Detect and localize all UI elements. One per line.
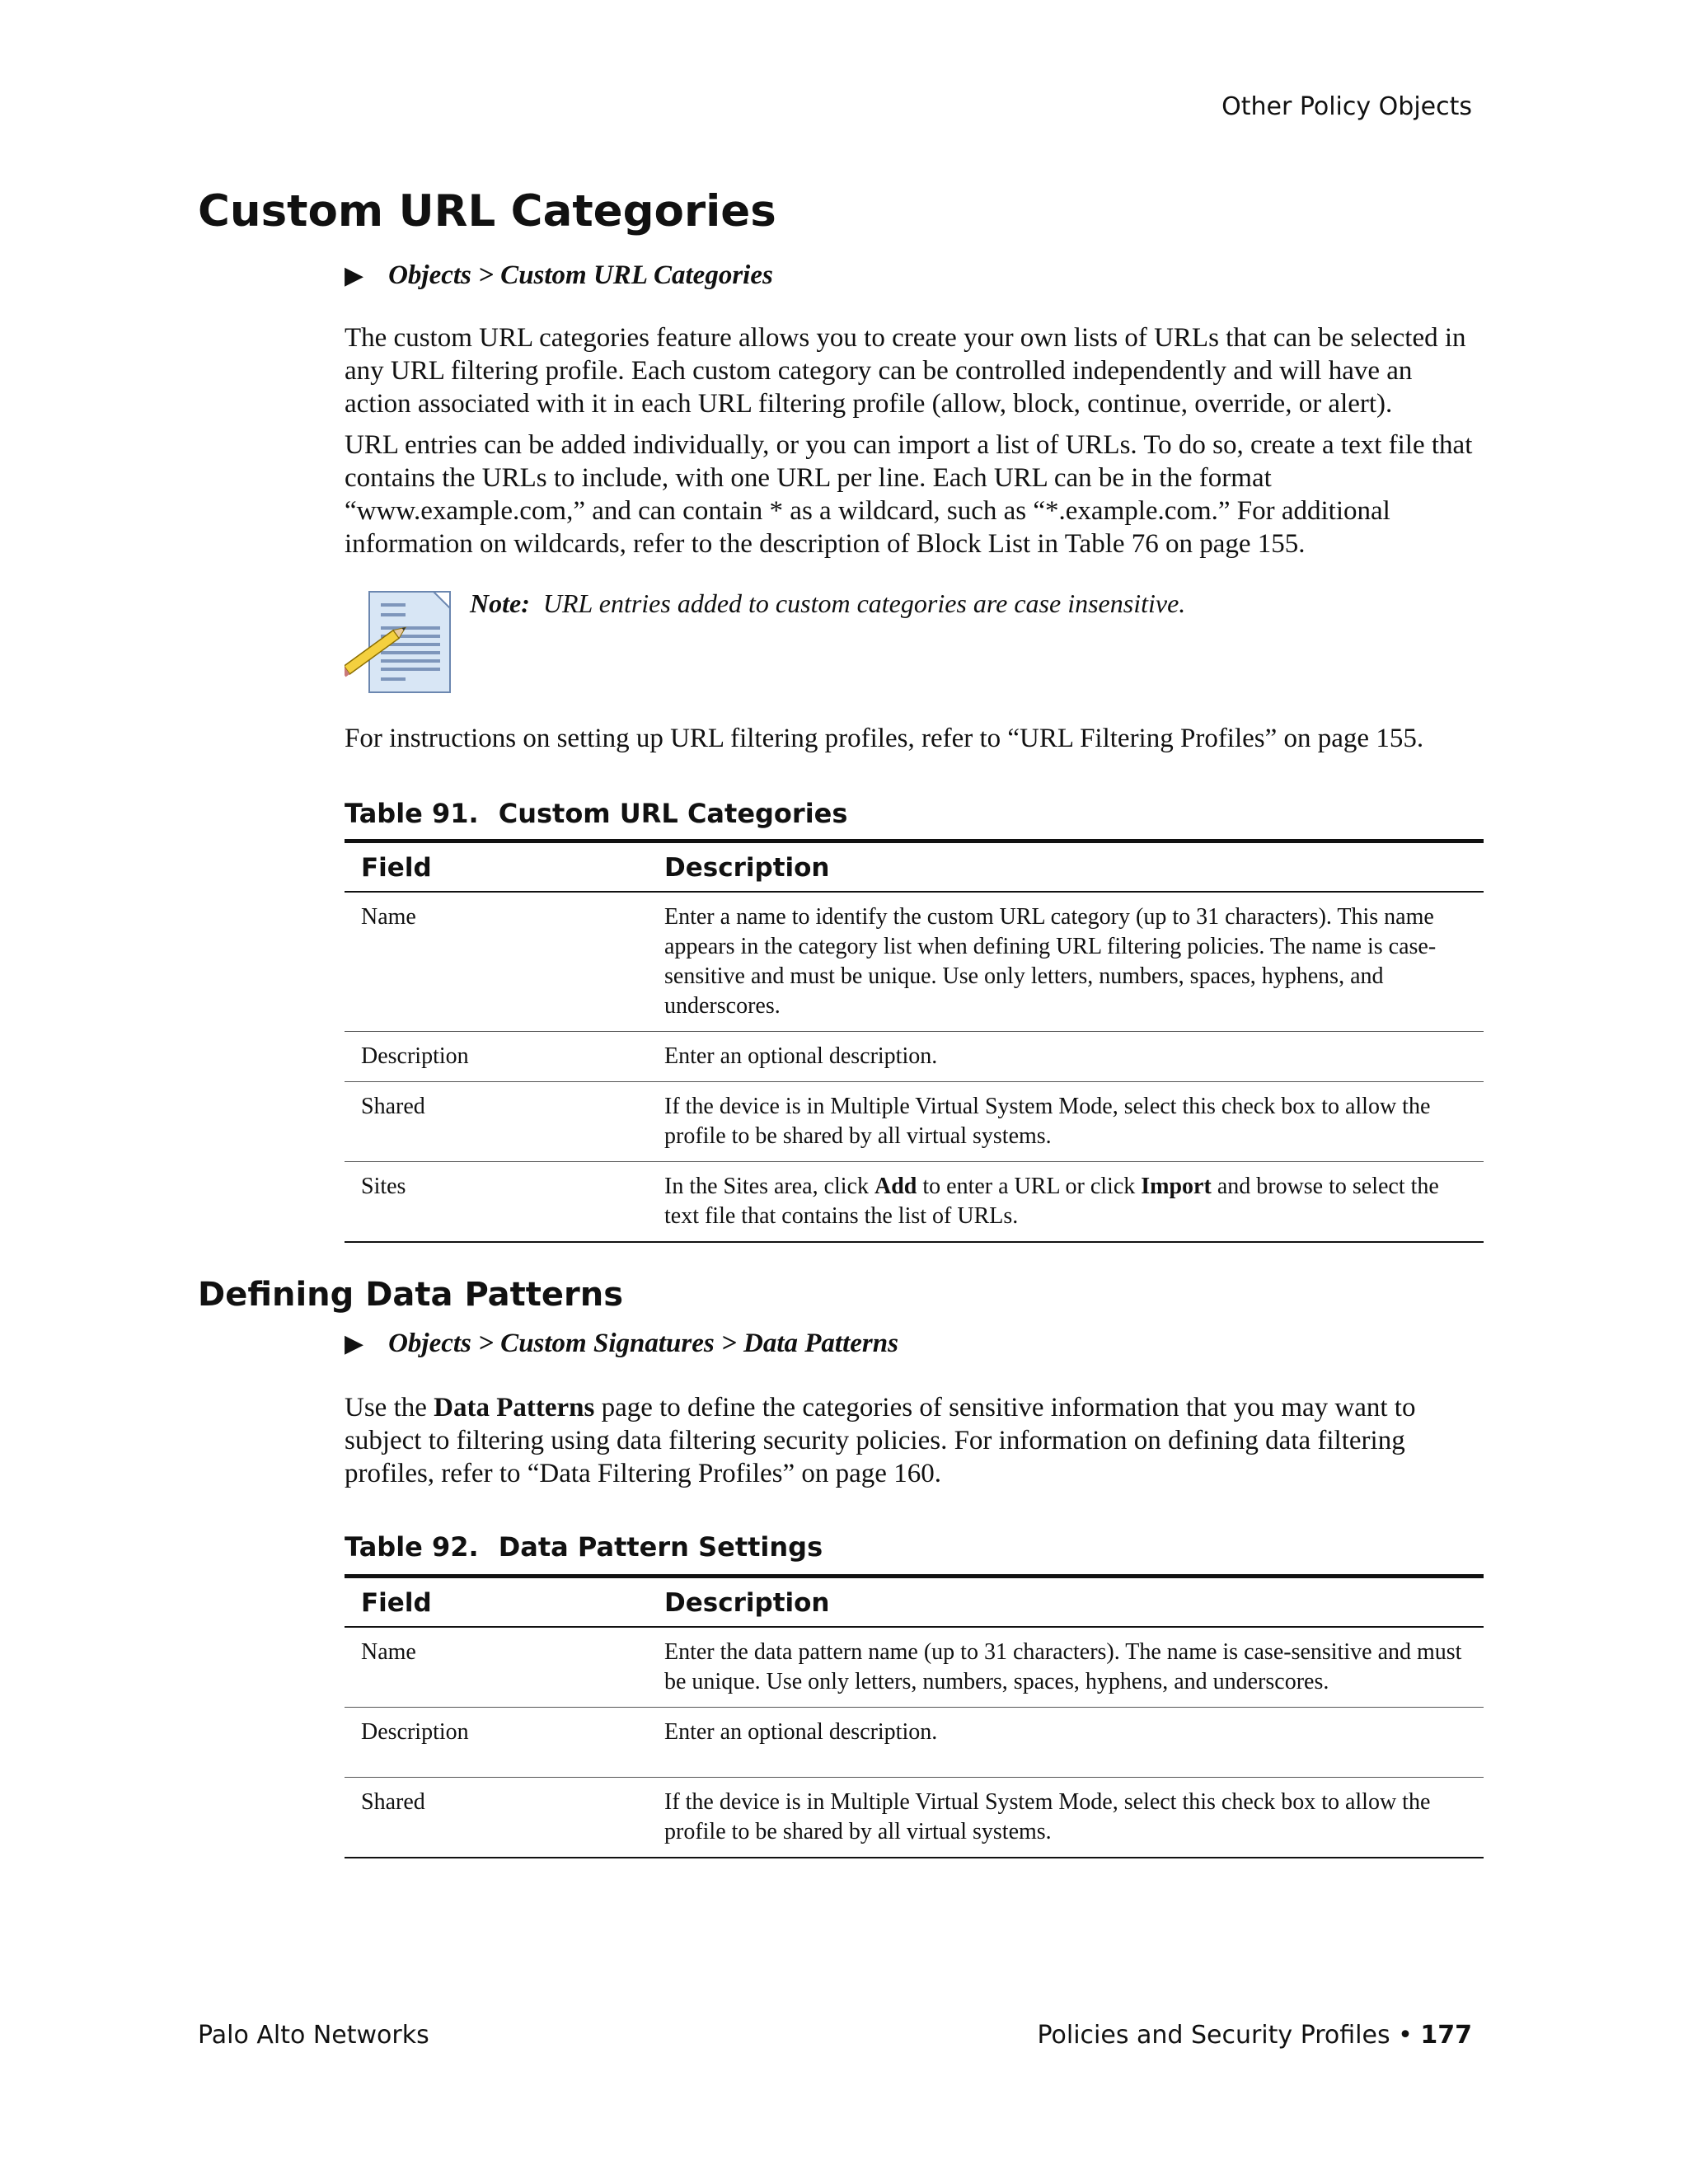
table-row	[345, 892, 1484, 1032]
description-cell: Enter a name to identify the custom URL category (up to 31 characters). This name appears in the category list when defining URL filtering policies. The name is case-sensitive and must be unique. Use only letters, numbers, spaces, hyphens, and underscores.	[648, 892, 1484, 1032]
note-pencil-icon	[345, 590, 455, 696]
table-row	[345, 1627, 1484, 1708]
table-title: Custom URL Categories	[498, 798, 848, 829]
table-row	[345, 1162, 1484, 1243]
description-cell: If the device is in Multiple Virtual System Mode, select this check box to allow the profile to be shared by all virtual systems.	[648, 1778, 1484, 1858]
data-patterns-paragraph: Use the Data Patterns page to define the categories of sensitive information that you may want to subject to filtering using data filtering security policies. For information on defining data filtering profiles, refer to “Data Filtering Profiles” on page 160.	[345, 1393, 1416, 1488]
description-cell: If the device is in Multiple Virtual System Mode, select this check box to allow the profile to be shared by all virtual systems.	[648, 1082, 1484, 1162]
table-row	[345, 1082, 1484, 1162]
nav-path-text: Objects > Custom URL Categories	[388, 260, 773, 290]
table-data-pattern-settings	[345, 1574, 1484, 1858]
column-header-description: Description	[648, 841, 1484, 893]
nav-path-custom-url-categories	[345, 260, 773, 291]
note-callout	[470, 587, 1185, 620]
url-entries-paragraph: URL entries can be added individually, or you can import a list of URLs. To do so, create a text file that contains the URLs to include, with one URL per line. Each URL can be in the format “www.example.com,” and can contain * as a wildcard, such as “*.example.com.” For additional information on wildcards, refer to the description of Block List in Table 76 on page 155.	[345, 430, 1473, 559]
column-header-description: Description	[648, 1577, 1484, 1628]
footer-company: Palo Alto Networks	[198, 2021, 429, 2050]
page-number: 177	[1420, 2021, 1472, 2050]
table-92-caption	[345, 1531, 823, 1563]
intro-paragraph: The custom URL categories feature allows you to create your own lists of URLs that can be selected in any URL filtering profile. Each custom category can be controlled independently and will have an action associated with it in each URL filtering profile (allow, block, continue, override, or alert).	[345, 323, 1466, 419]
instructions-paragraph: For instructions on setting up URL filtering profiles, refer to “URL Filtering Profiles” on page 155.	[345, 724, 1424, 753]
running-header: Other Policy Objects	[1221, 92, 1472, 121]
nav-path-text: Objects > Custom Signatures > Data Patterns	[388, 1329, 898, 1358]
add-keyword: Add	[874, 1174, 917, 1199]
table-title: Data Pattern Settings	[498, 1531, 823, 1563]
column-header-field: Field	[345, 841, 648, 893]
table-row	[345, 1708, 1484, 1778]
table-row	[345, 1032, 1484, 1082]
table-91-caption	[345, 798, 847, 829]
column-header-field: Field	[345, 1577, 648, 1628]
field-cell: Shared	[345, 1082, 648, 1162]
right-triangle-icon: ▶	[345, 1329, 364, 1358]
right-triangle-icon: ▶	[345, 261, 364, 290]
nav-path-data-patterns	[345, 1329, 898, 1359]
note-label: Note:	[470, 588, 530, 618]
table-number: Table 91.	[345, 798, 479, 829]
table-custom-url-categories	[345, 839, 1484, 1243]
description-cell: Enter the data pattern name (up to 31 characters). The name is case-sensitive and must be unique. Use only letters, numbers, spaces, hyphens, and underscores.	[648, 1627, 1484, 1708]
table-number: Table 92.	[345, 1531, 479, 1563]
footer-section-title: Policies and Security Profiles •	[1037, 2021, 1421, 2050]
note-text: URL entries added to custom categories are case insensitive.	[542, 588, 1186, 618]
section-title-defining-data-patterns: Defining Data Patterns	[198, 1276, 624, 1314]
field-cell: Name	[345, 1627, 648, 1708]
description-cell: Enter an optional description.	[648, 1708, 1484, 1778]
description-cell: Enter an optional description.	[648, 1032, 1484, 1082]
import-keyword: Import	[1141, 1174, 1212, 1199]
table-row	[345, 1778, 1484, 1858]
field-cell: Description	[345, 1032, 648, 1082]
description-cell: In the Sites area, click Add to enter a URL or click Import and browse to select the text file that contains the list of URLs.	[648, 1162, 1484, 1243]
data-patterns-keyword: Data Patterns	[434, 1393, 595, 1422]
section-title-custom-url-categories: Custom URL Categories	[198, 186, 776, 237]
field-cell: Description	[345, 1708, 648, 1778]
footer-section-page	[1037, 2021, 1472, 2050]
field-cell: Sites	[345, 1162, 648, 1243]
field-cell: Shared	[345, 1778, 648, 1858]
field-cell: Name	[345, 892, 648, 1032]
